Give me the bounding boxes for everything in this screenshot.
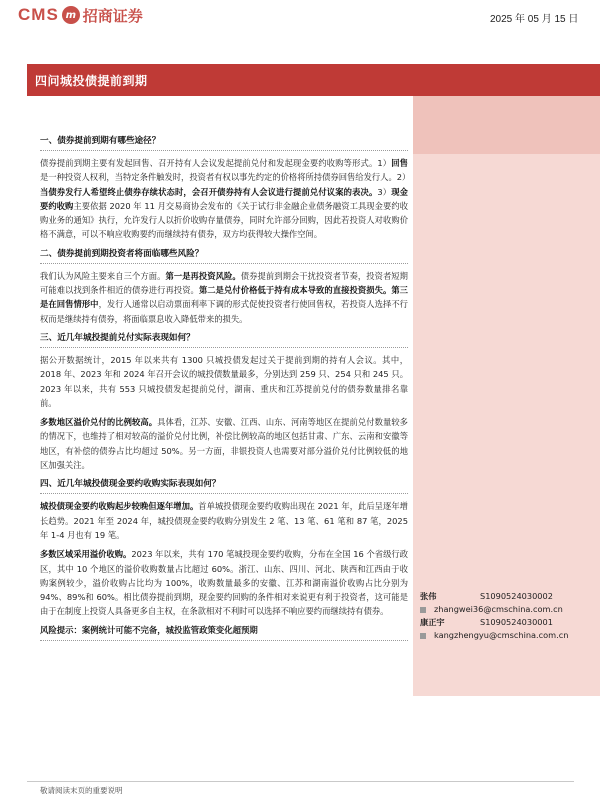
author-email-row [420, 603, 592, 616]
author-email[interactable]: zhangwei36@cmschina.com.cn [434, 604, 563, 614]
paragraph: 城投债现金要约收购起步较晚但逐年增加。首单城投债现金要约收购出现在 2021 年，此后呈逐年增长趋势。2021 年至 2024 年，城投债现金要约收购分别发生 2 笔、13 笔、61 笔和 87 笔，2025 年 1-4 月也有 19 笔。 [40, 501, 408, 540]
main-content [40, 134, 411, 641]
footer-note: 敬请阅读末页的重要说明 [40, 786, 123, 795]
section-heading: 一、债券提前到期有哪些途径？ [40, 134, 408, 151]
brand-logo [18, 4, 143, 26]
email-icon [420, 607, 426, 613]
paragraph: 多数地区溢价兑付的比例较高。具体看，江苏、安徽、江西、山东、河南等地区在提前兑付数量较多的情况下，也维持了相对较高的溢价兑付比例，补偿比例较高的地区包括甘肃、广东、云南和安徽等地区，有补偿的债券占比均超过 50%。另一方面，非银投资人也需要对部分溢价兑付比例较低的地区加强关注。 [40, 417, 408, 471]
email-icon [420, 633, 426, 639]
author-email-row [420, 629, 592, 642]
author-name: 张伟 [420, 591, 437, 601]
sidebar-header-tint [413, 96, 600, 154]
author-block [420, 590, 592, 642]
paragraph: 债券提前到期主要有发起回售、召开持有人会议发起提前兑付和发起现金要约收购等形式。1）回售是一种投资人权利，当特定条件触发时，投资者有权以事先约定的价格将所持债券回售给发行人。2）当债券发行人希望终止债券存续状态时，会召开债券持有人会议进行提前兑付议案的表决。3）现金要约收购主要依据 2020 年 11 月交易商协会发布的《关于试行非金融企业债务融资工具现金要约收购业务的通知》执行，允许发行人以折价收购存量债券，同时允许部分回购，因此若投资人对收购价格不满意，可以不响应收购要约而继续持有债券，双方均获得较大操作空间。 [40, 158, 411, 240]
title-banner [27, 64, 600, 96]
footer-divider [27, 781, 574, 782]
section-heading: 三、近几年城投提前兑付实际表现如何？ [40, 331, 408, 348]
section-heading: 二、债券提前到期投资者将面临哪些风险？ [40, 247, 408, 264]
section-heading: 四、近几年城投债现金要约收购实际表现如何？ [40, 477, 408, 494]
logo-text-cn: 招商证券 [82, 6, 143, 25]
author-row [420, 590, 592, 603]
paragraph: 多数区域采用溢价收购。2023 年以来，共有 170 笔城投现金要约收购，分布在全国 16 个省级行政区，其中 10 个地区的溢价收购数量占比超过 60%。浙江、山东、四川、河北、陕西和江西由于收购案例较少，溢价收购占比均为 100%，收购数量最多的安徽、江苏和湖南溢价收购占比分别为 94%、89%和 60%。相比债券提前到期，现金要约回购的条件相对来说更有利于投资者，这可能是由于在制度上投资人具备更多自主权，在条款相对不利时可以选择不响应要约而继续持有债券。 [40, 549, 408, 617]
author-row [420, 616, 592, 629]
paragraph: 我们认为风险主要来自三个方面。第一是再投资风险。债券提前到期会干扰投资者节奏，投资者短期可能难以找到条件相近的债券进行再投资。第二是兑付价格低于持有成本导致的直接投资损失。第三是在回售情形中，发行人通常以启动票面利率下调的形式促使投资者行使回售权，若投资人选择不行权而是继续持有债券，将面临票息收入降低带来的损失。 [40, 270, 408, 324]
paragraph: 据公开数据统计，2015 年以来共有 1300 只城投债发起过关于提前到期的持有人会议。其中，2018 年、2023 年和 2024 年召开会议的城投债数量最多，分别达到 259 只、254 只和 245 只。2023 年以来，共有 553 只城投债发起提前兑付，湖南、重庆和江苏提前兑付的债券数量排名靠前。 [40, 354, 408, 408]
report-title: 四问城投债提前到期 [35, 74, 148, 88]
author-name: 康正宇 [420, 617, 445, 627]
author-cert: S1090524030001 [480, 617, 553, 627]
author-cert: S1090524030002 [480, 591, 553, 601]
risk-warning: 风险提示：案例统计可能不完备，城投监管政策变化超预期 [40, 624, 408, 641]
logo-text-en: CMS [18, 5, 59, 24]
logo-emblem-icon: m [62, 6, 80, 24]
report-date: 2025 年 05 月 15 日 [490, 14, 579, 25]
author-email[interactable]: kangzhengyu@cmschina.com.cn [434, 630, 569, 640]
